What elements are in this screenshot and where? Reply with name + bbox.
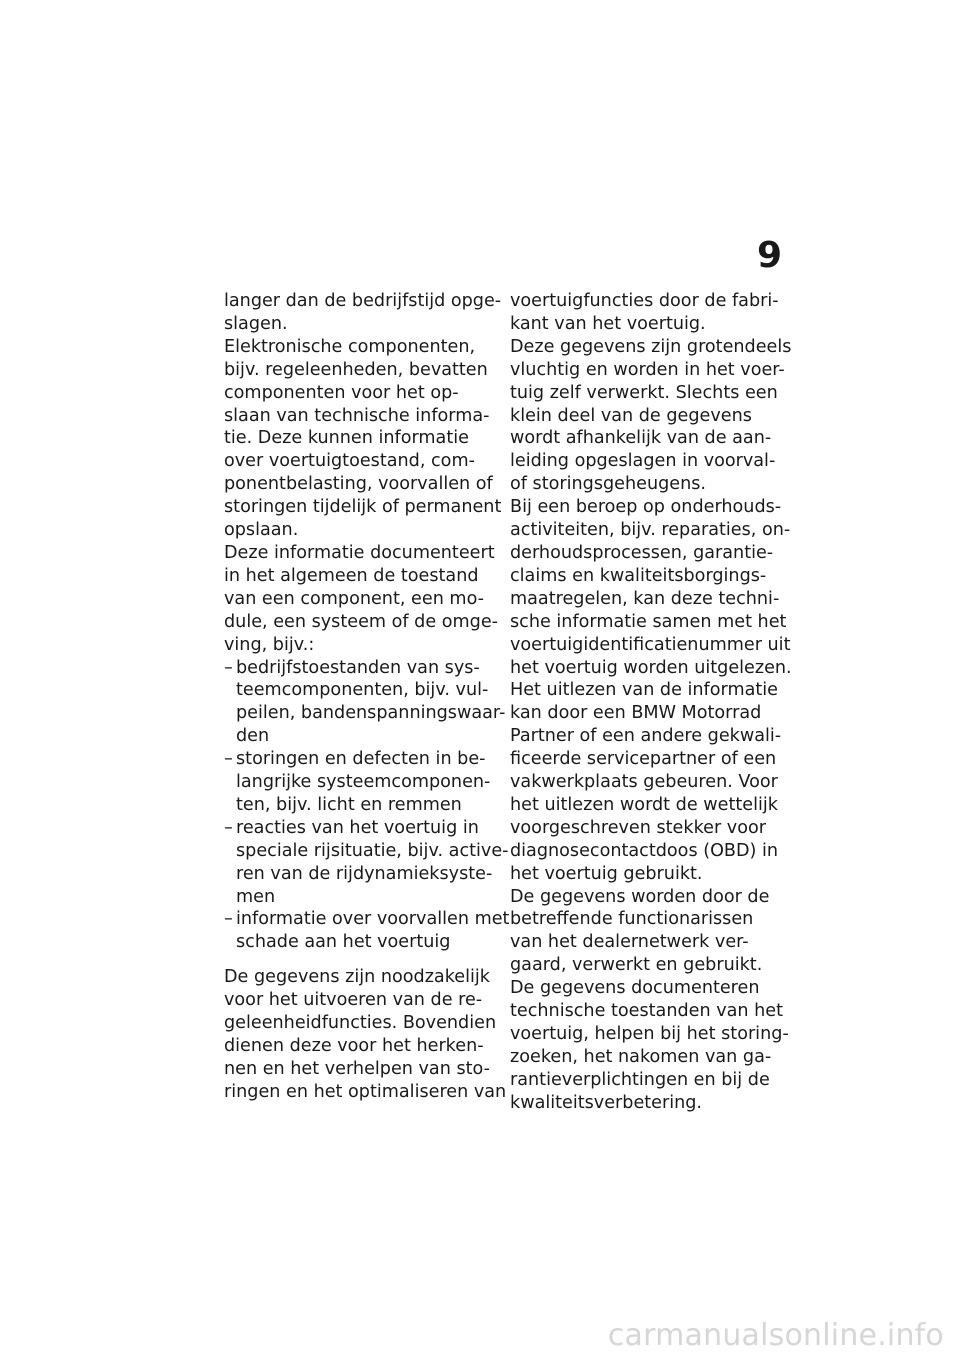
text-line: tie. Deze kunnen informatie bbox=[224, 428, 469, 449]
paragraph bbox=[510, 679, 782, 885]
text-line: Partner of een andere gekwali- bbox=[510, 726, 782, 747]
paragraph bbox=[510, 977, 789, 1114]
dash-bullet: – bbox=[224, 909, 233, 930]
text-line: technische toestanden van het bbox=[510, 1001, 784, 1022]
text-line: betreffende functionarissen bbox=[510, 909, 754, 930]
list-item bbox=[224, 748, 494, 817]
text-line: of storingsgeheugens. bbox=[510, 474, 707, 495]
text-line: het voertuig worden uitgelezen. bbox=[510, 657, 792, 678]
text-line: bedrijfstoestanden van sys- bbox=[236, 657, 480, 678]
text-line: dule, een systeem of de omge- bbox=[224, 611, 499, 632]
paragraph bbox=[510, 290, 782, 336]
text-line: ficeerde servicepartner of een bbox=[510, 749, 777, 770]
text-line: De gegevens worden door de bbox=[510, 886, 770, 907]
text-line: van het dealernetwerk ver- bbox=[510, 932, 749, 953]
text-line: Bij een beroep op onderhouds- bbox=[510, 497, 782, 518]
paragraph bbox=[224, 542, 499, 657]
text-line: kan door een BMW Motorrad bbox=[510, 703, 762, 724]
paragraph bbox=[224, 290, 502, 336]
list-item bbox=[224, 908, 510, 954]
dash-bullet: – bbox=[224, 657, 233, 678]
text-line: slagen. bbox=[224, 313, 288, 334]
text-line: bijv. regeleenheden, bevatten bbox=[224, 359, 488, 380]
text-line: sche informatie samen met het bbox=[510, 611, 787, 632]
text-line: opslaan. bbox=[224, 520, 299, 541]
text-line: tuig zelf verwerkt. Slechts een bbox=[510, 382, 778, 403]
text-line: het voertuig gebruikt. bbox=[510, 863, 703, 884]
text-line: ving, bijv.: bbox=[224, 634, 315, 655]
text-line: storingen en defecten in be- bbox=[236, 749, 486, 770]
text-line: slaan van technische informa- bbox=[224, 405, 490, 426]
text-line: reacties van het voertuig in bbox=[236, 817, 479, 838]
text-line: nen en het verhelpen van sto- bbox=[224, 1058, 490, 1079]
bullet-list bbox=[224, 657, 510, 955]
text-line: storingen tijdelijk of permanent bbox=[224, 497, 502, 518]
text-line: componenten voor het op- bbox=[224, 382, 459, 403]
paragraph bbox=[510, 336, 792, 496]
text-line: wordt afhankelijk van de aan- bbox=[510, 428, 772, 449]
text-line: ponentbelasting, voorvallen of bbox=[224, 474, 493, 495]
text-line: vluchtig en worden in het voer- bbox=[510, 359, 785, 380]
text-line: zoeken, het nakomen van ga- bbox=[510, 1046, 772, 1067]
text-line: speciale rijsituatie, bijv. active- bbox=[236, 840, 509, 861]
paragraph-gap bbox=[224, 954, 494, 966]
text-line: den bbox=[236, 726, 270, 747]
text-line: Deze gegevens zijn grotendeels bbox=[510, 336, 792, 357]
text-line: claims en kwaliteitsborgings- bbox=[510, 565, 767, 586]
paragraph bbox=[224, 966, 507, 1103]
text-line: van een component, een mo- bbox=[224, 588, 485, 609]
text-line: langer dan de bedrijfstijd opge- bbox=[224, 291, 502, 311]
text-line: vakwerkplaats gebeuren. Voor bbox=[510, 772, 778, 793]
paragraph bbox=[510, 886, 782, 978]
text-line: ringen en het optimaliseren van bbox=[224, 1081, 507, 1102]
text-line: in het algemeen de toestand bbox=[224, 565, 479, 586]
text-line: De gegevens documenteren bbox=[510, 978, 760, 999]
text-line: activiteiten, bijv. reparaties, on- bbox=[510, 520, 791, 541]
list-item bbox=[224, 657, 506, 749]
text-line: De gegevens zijn noodzakelijk bbox=[224, 967, 490, 988]
left-column bbox=[224, 290, 510, 1104]
dash-bullet: – bbox=[224, 817, 233, 838]
paragraph bbox=[224, 336, 502, 542]
right-column bbox=[510, 290, 792, 1115]
dash-bullet: – bbox=[224, 749, 233, 770]
text-line: peilen, bandenspanningswaar- bbox=[236, 703, 506, 724]
text-line: gaard, verwerkt en gebruikt. bbox=[510, 955, 763, 976]
text-line: diagnosecontactdoos (OBD) in bbox=[510, 840, 779, 861]
page-number: 9 bbox=[756, 235, 782, 276]
paragraph bbox=[510, 496, 792, 679]
text-line: klein deel van de gegevens bbox=[510, 405, 752, 426]
text-line: rantieverplichtingen en bij de bbox=[510, 1069, 770, 1090]
text-line: Deze informatie documenteert bbox=[224, 542, 495, 563]
text-line: over voertuigtoestand, com- bbox=[224, 451, 475, 472]
list-item bbox=[224, 817, 509, 909]
text-line: ten, bijv. licht en remmen bbox=[236, 794, 462, 815]
watermark: carmanualsonline.info bbox=[607, 1318, 944, 1353]
text-line: leiding opgeslagen in voorval- bbox=[510, 451, 776, 472]
text-line: informatie over voorvallen met bbox=[236, 909, 510, 930]
text-line: voertuigidentificatienummer uit bbox=[510, 634, 791, 655]
text-line: men bbox=[236, 886, 276, 907]
text-line: kant van het voertuig. bbox=[510, 313, 706, 334]
text-line: dienen deze voor het herken- bbox=[224, 1036, 484, 1056]
text-line: langrijke systeemcomponen- bbox=[236, 772, 491, 793]
text-line: voor het uitvoeren van de re- bbox=[224, 990, 483, 1011]
text-line: het uitlezen wordt de wettelijk bbox=[510, 794, 778, 815]
text-line: derhoudsprocessen, garantie- bbox=[510, 542, 774, 563]
text-line: maatregelen, kan deze techni- bbox=[510, 588, 780, 609]
text-line: kwaliteitsverbetering. bbox=[510, 1092, 703, 1113]
text-line: teemcomponenten, bijv. vul- bbox=[236, 680, 489, 701]
text-line: Het uitlezen van de informatie bbox=[510, 680, 778, 701]
text-line: schade aan het voertuig bbox=[236, 932, 451, 953]
text-line: voertuigfuncties door de fabri- bbox=[510, 291, 779, 311]
text-line: voertuig, helpen bij het storing- bbox=[510, 1024, 789, 1044]
text-line: Elektronische componenten, bbox=[224, 336, 476, 357]
text-line: voorgeschreven stekker voor bbox=[510, 817, 766, 838]
text-line: geleenheidfuncties. Bovendien bbox=[224, 1013, 497, 1034]
text-line: ren van de rijdynamieksyste- bbox=[236, 863, 493, 884]
